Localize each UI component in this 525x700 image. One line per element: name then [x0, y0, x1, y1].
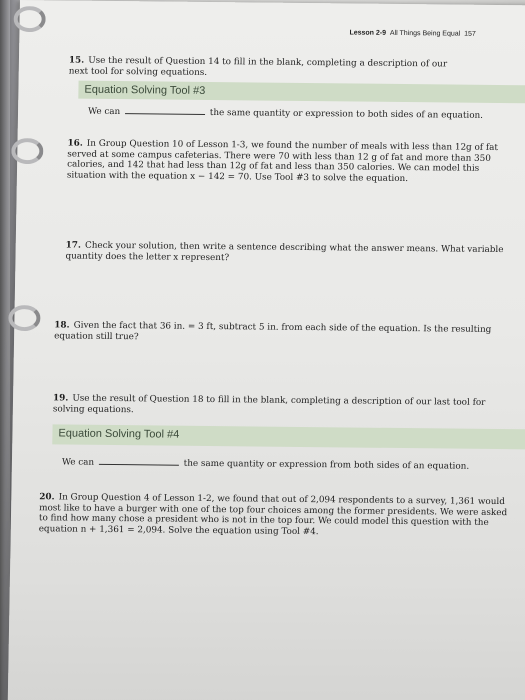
question-number: 17.: [65, 240, 82, 251]
question-number: 20.: [39, 492, 55, 503]
tool-3-blank: [125, 105, 205, 115]
question-19: [53, 393, 493, 419]
question-number: 19.: [52, 393, 69, 404]
binder-ring: [13, 6, 45, 32]
question-text: In Group Question 10 of Lesson 1-3, we found the number of meals with less than 12g of fat served at some campus cafeterias. There were 70 with less than 12 g of fat and more than 350 calories, and 142 that had less than 12g of fat and less than 350 calories. We can model this situation with the equation x − 142 = 70. Use Tool #3 to solve the equation.: [66, 138, 499, 184]
tool-4-blank: [99, 456, 179, 466]
question-16: [67, 139, 513, 186]
question-number: 16.: [67, 138, 83, 149]
binder-ring: [8, 305, 40, 331]
question-number: 18.: [54, 320, 70, 331]
question-text: Check your solution, then write a sentence describing what the answer means. What variable quantity does the letter x represent?: [65, 240, 504, 263]
tool-3-title: Equation Solving Tool #3: [84, 83, 206, 97]
page-number: 157: [464, 30, 476, 38]
tool-4-statement: [62, 455, 502, 472]
binder-edge: [0, 0, 10, 700]
textbook-page: [7, 0, 525, 700]
question-text: Use the result of Question 18 to fill in the blank, completing a description of our last tool for solving equations.: [52, 393, 486, 415]
tool-4-prefix: We can: [61, 457, 95, 468]
question-15: [69, 56, 469, 81]
tool-3-statement: [88, 105, 488, 121]
binder-ring: [11, 138, 43, 164]
question-text: Given the fact that 36 in. = 3 ft, subtract 5 in. from each side of the equation. Is the resulting equation still true?: [54, 320, 492, 342]
question-number: 15.: [68, 55, 85, 66]
tool-3-banner: [78, 81, 525, 104]
lesson-number: Lesson 2-9: [349, 29, 387, 37]
question-17: [65, 240, 510, 266]
tool-4-title: Equation Solving Tool #4: [58, 427, 180, 441]
page-header: [349, 29, 475, 37]
tool-3-suffix: the same quantity or expression to both sides of an equation.: [209, 107, 484, 121]
tool-3-prefix: We can: [87, 106, 121, 118]
tool-4-suffix: the same quantity or expression from both sides of an equation.: [183, 458, 470, 472]
question-text: Use the result of Question 14 to fill in the blank, completing a description of our next tool for solving equations.: [68, 55, 448, 78]
question-18: [54, 320, 504, 346]
tool-4-banner: [52, 424, 525, 449]
question-20: [39, 492, 510, 539]
lesson-title: All Things Being Equal: [389, 29, 461, 38]
question-text: In Group Question 4 of Lesson 1-2, we found that out of 2,094 respondents to a survey, 1,361 would most like to have a burger with one of the top four choices among the former presidents. We were asked to find how many chose a president who is not in the top four. We could model this question with the equation n + 1,361 = 2,094. Solve the equation using Tool #4.: [38, 492, 508, 537]
